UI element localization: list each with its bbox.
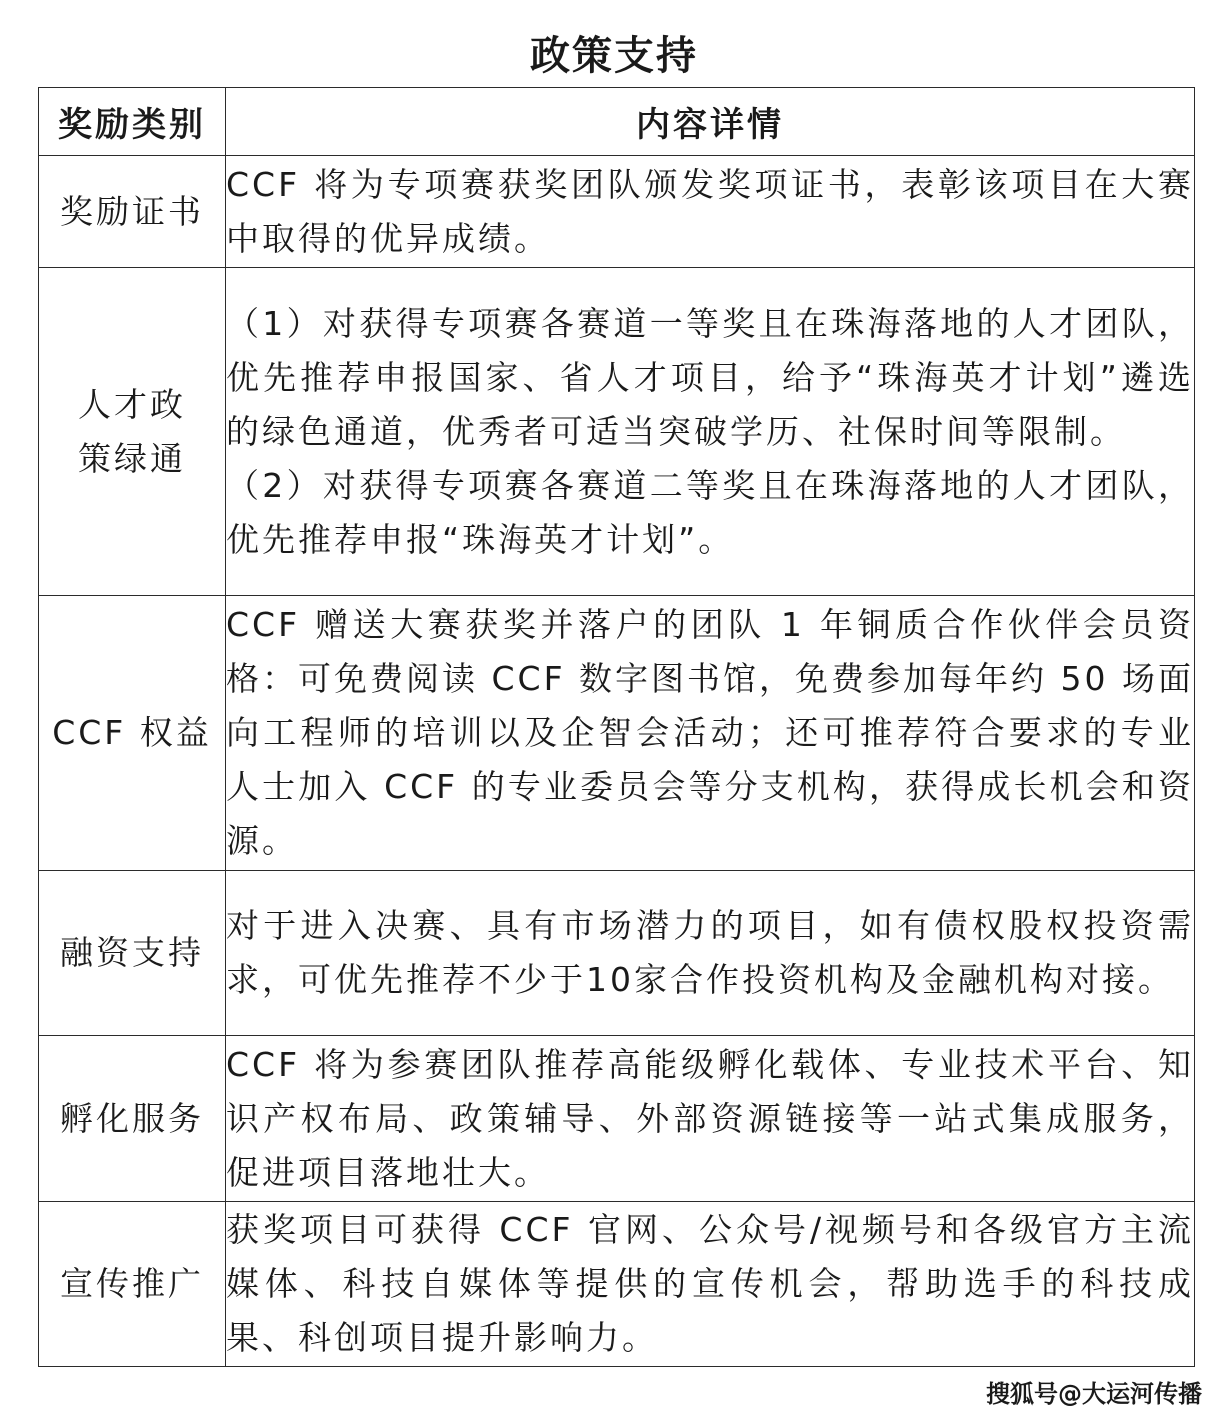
watermark: 搜狐号@大运河传播: [986, 1380, 1202, 1408]
table-row: [39, 871, 1195, 1036]
detail-paragraph: （1）对获得专项赛各赛道一等奖且在珠海落地的人才团队，优先推荐申报国家、省人才项目，给予“珠海英才计划”遴选的绿色通道，优秀者可适当突破学历、社保时间等限制。: [226, 303, 1194, 451]
detail-paragraph: 获奖项目可获得 CCF 官网、公众号/视频号和各级官方主流媒体、科技自媒体等提供的宣传机会，帮助选手的科技成果、科创项目提升影响力。: [226, 1210, 1194, 1357]
row-category: 融资支持: [39, 871, 226, 1036]
row-detail: [226, 156, 1195, 268]
detail-paragraph: （2）对获得专项赛各赛道二等奖且在珠海落地的人才团队，优先推荐申报“珠海英才计划”。: [226, 465, 1194, 559]
row-category: 人才政策绿通: [39, 268, 226, 596]
detail-paragraph: CCF 赠送大赛获奖并落户的团队 1 年铜质合作伙伴会员资格：可免费阅读 CCF 数字图书馆，免费参加每年约 50 场面向工程师的培训以及企智会活动；还可推荐符合要求的专业人士加入 CCF 的专业委员会等分支机构，获得成长机会和资源。: [226, 605, 1195, 860]
row-detail: [226, 871, 1195, 1036]
header-category: 奖励类别: [39, 88, 226, 156]
page-title: 政策支持: [530, 33, 698, 79]
detail-paragraph: CCF 将为参赛团队推荐高能级孵化载体、专业技术平台、知识产权布局、政策辅导、外部资源链接等一站式集成服务，促进项目落地壮大。: [226, 1044, 1194, 1192]
table-row: [39, 596, 1195, 871]
policy-table: [38, 87, 1195, 1367]
row-detail: [226, 1202, 1195, 1367]
detail-paragraph: CCF 将为专项赛获奖团队颁发奖项证书，表彰该项目在大赛中取得的优异成绩。: [226, 164, 1194, 258]
table-row: [39, 268, 1195, 596]
table-row: [39, 1202, 1195, 1367]
row-category: CCF 权益: [39, 596, 226, 871]
row-detail: [226, 596, 1195, 871]
header-detail: 内容详情: [226, 88, 1195, 156]
table-header-row: [39, 88, 1195, 156]
row-detail: [226, 1036, 1195, 1202]
row-category: 孵化服务: [39, 1036, 226, 1202]
row-detail: [226, 268, 1195, 596]
table-row: [39, 1036, 1195, 1202]
table-row: [39, 156, 1195, 268]
row-category: 宣传推广: [39, 1202, 226, 1367]
row-category: 奖励证书: [39, 156, 226, 268]
detail-paragraph: 对于进入决赛、具有市场潜力的项目，如有债权股权投资需求，可优先推荐不少于10家合作投资机构及金融机构对接。: [226, 906, 1194, 999]
